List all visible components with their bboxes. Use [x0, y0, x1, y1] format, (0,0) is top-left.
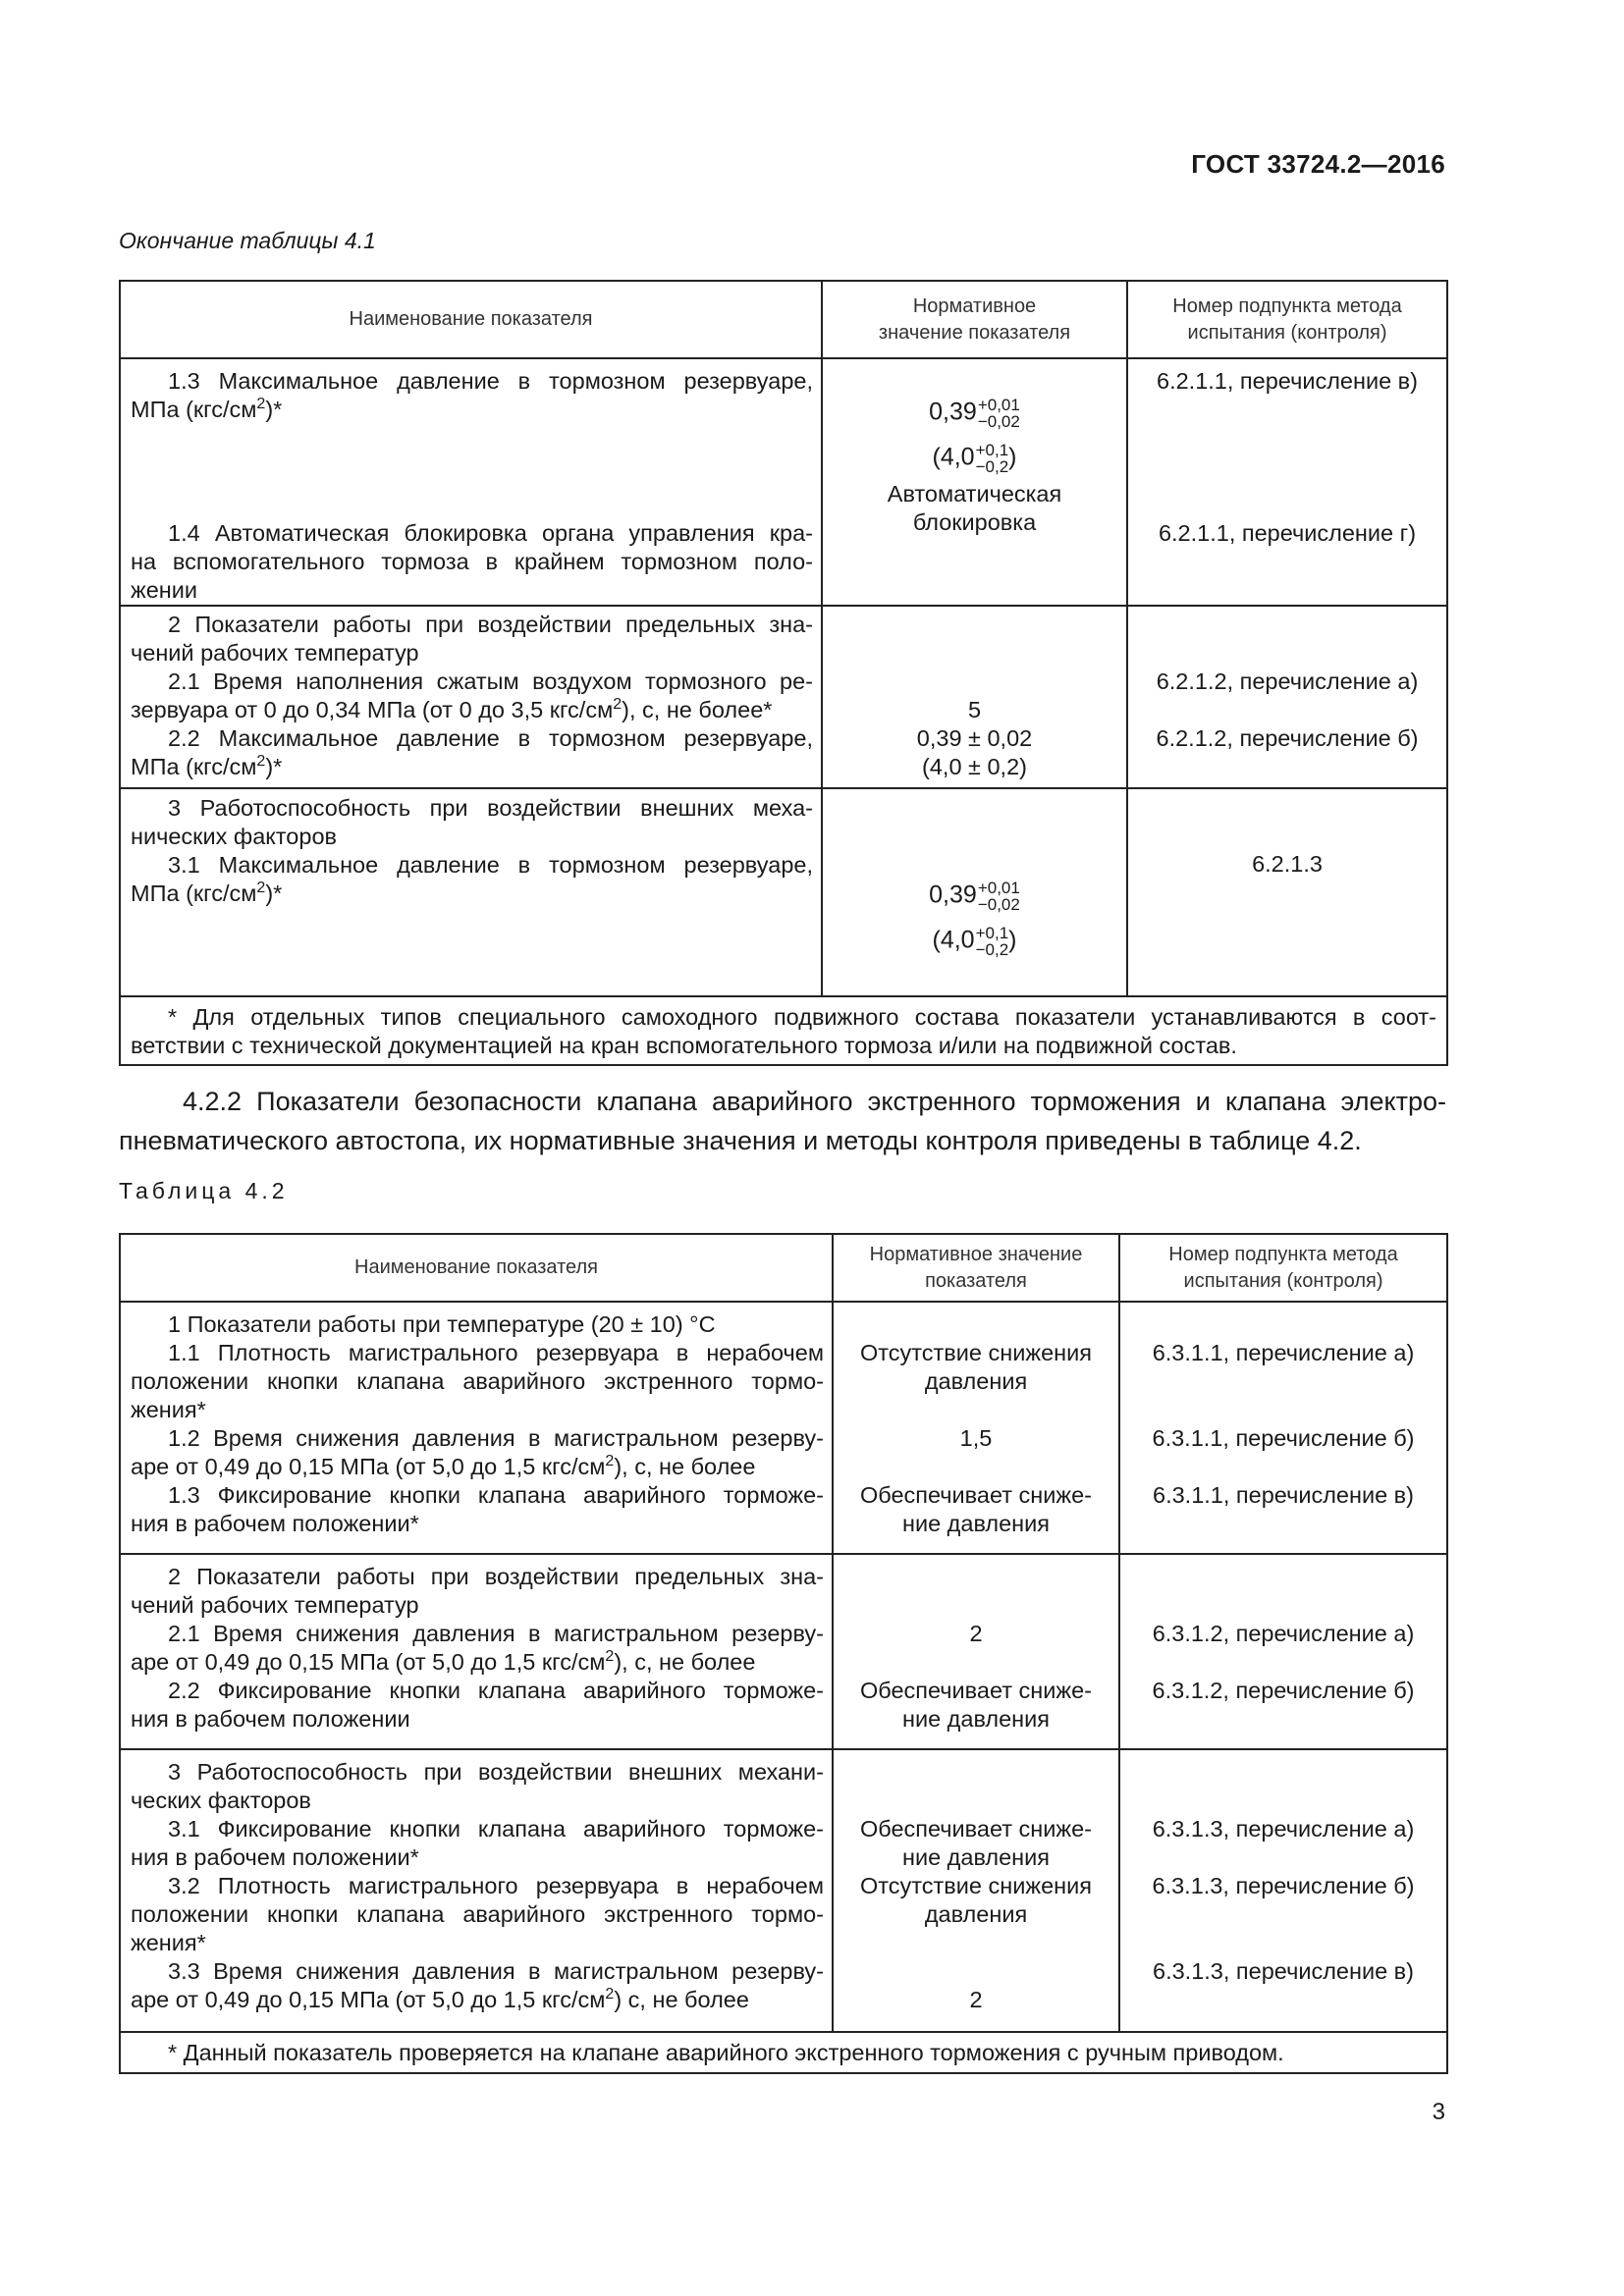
- group-1-title: 1 Показатели работы при температуре (20 ± 10) °С: [168, 1311, 716, 1337]
- ref-text: 6.2.1.1, перечисление г): [1158, 520, 1417, 546]
- row-ref-cell: [1127, 358, 1447, 606]
- item-2-2-line: МПа $(кгс/см^2)*$: [131, 753, 283, 779]
- item-3-1-line: ния в рабочем положении*: [131, 1844, 419, 1870]
- table-row: [120, 788, 1447, 996]
- item-1-2-line: 1.2 Время снижения давления в магистральном резерву-: [168, 1425, 824, 1451]
- ref-text: 6.2.1.2, перечисление б): [1156, 725, 1419, 751]
- item-3-2-line: жения*: [131, 1930, 206, 1955]
- item-3-3-line: 3.3 Время снижения давления в магистральном резерву-: [168, 1958, 824, 1984]
- header-norm: Нормативное значение показателя: [833, 1234, 1119, 1302]
- value-text: 5: [967, 697, 982, 722]
- table-note: [120, 996, 1447, 1065]
- item-2-1-line: аре от 0,49 до 0,15 МПа (от 5,0 до 1,5 кгс/$см^2$), с, не более: [131, 1648, 756, 1675]
- header-norm: Нормативное значение показателя: [822, 281, 1127, 358]
- paragraph-line: пневматического автостопа, их нормативные значения и методы контроля приведены в таблице 4.2.: [119, 1126, 1362, 1155]
- item-1-4-line: жении: [131, 577, 198, 603]
- item-3-1-line: 3.1 Фиксирование кнопки клапана аварийного торможе-: [168, 1816, 824, 1842]
- table-row: [120, 1554, 1447, 1749]
- ref-text: 6.3.1.1, перечисление а): [1152, 1340, 1415, 1365]
- row-ref-cell: [1119, 1749, 1447, 2032]
- row-value-cell: [822, 358, 1127, 606]
- item-2-2-line: 2.2 Фиксирование кнопки клапана аварийного торможе-: [168, 1678, 824, 1703]
- table-4-1: [119, 280, 1448, 1066]
- table-4-2-caption: Таблица 4.2: [119, 1178, 289, 1203]
- page-number: 3: [1432, 2099, 1445, 2125]
- standard-header: ГОСТ 33724.2—2016: [1191, 149, 1445, 179]
- group-2-title-line: 2 Показатели работы при воздействии предельных зна-: [168, 612, 813, 637]
- item-1-3-line: 1.3 Фиксирование кнопки клапана аварийного торможе-: [168, 1482, 824, 1508]
- value-text: Обеспечивает сниже-: [859, 1816, 1093, 1842]
- value-with-tolerance: 0,39 +0,01 −0,02: [929, 396, 1020, 431]
- row-name-cell: [120, 1554, 833, 1749]
- header-ref: Номер подпункта метода испытания (контроля): [1119, 1234, 1447, 1302]
- value-text: давления: [924, 1368, 1028, 1394]
- item-2-2-line: ния в рабочем положении: [131, 1706, 410, 1732]
- item-2-1-line: 2.1 Время наполнения сжатым воздухом тормозного ре-: [168, 668, 813, 694]
- value-text: блокировка: [912, 509, 1037, 535]
- ref-text: 6.3.1.1, перечисление в): [1153, 1482, 1414, 1508]
- item-1-4-line: 1.4 Автоматическая блокировка органа управления кра-: [168, 520, 813, 546]
- item-1-1-line: жения*: [131, 1397, 206, 1422]
- item-3-2-line: положении кнопки клапана аварийного экстренного тормо-: [131, 1901, 824, 1927]
- value-with-tolerance: (4,0 +0,1 −0,2 ): [932, 441, 1017, 476]
- value-with-tolerance: (4,0 +0,1 −0,2 ): [932, 924, 1017, 959]
- row-name-cell: [120, 788, 822, 996]
- value-text: Обеспечивает сниже-: [859, 1482, 1093, 1508]
- ref-text: 6.2.1.2, перечисление а): [1156, 668, 1419, 694]
- table-row: [120, 1749, 1447, 2032]
- header-ref: Номер подпункта метода испытания (контроля): [1127, 281, 1447, 358]
- item-3-1-line: МПа $(кгс/см^2)*$: [131, 880, 283, 906]
- table-4-1-caption: Окончание таблицы 4.1: [119, 228, 376, 253]
- ref-text: 6.3.1.3, перечисление в): [1153, 1958, 1414, 1984]
- ref-text: 6.2.1.1, перечисление в): [1157, 368, 1418, 394]
- value-text: 0,39 ± 0,02: [916, 725, 1033, 751]
- row-value-cell: [833, 1302, 1119, 1554]
- table-note: [120, 2032, 1447, 2073]
- group-2-title-line: 2 Показатели работы при воздействии предельных зна-: [168, 1564, 824, 1589]
- note-line: * Для отдельных типов специального самоходного подвижного состава показатели устанавливаются в соот-: [168, 1004, 1436, 1030]
- table-4-2-note-row: [120, 2032, 1447, 2073]
- row-ref-cell: [1127, 788, 1447, 996]
- item-1-1-line: 1.1 Плотность магистрального резервуара в нерабочем: [168, 1340, 824, 1365]
- row-ref-cell: [1119, 1554, 1447, 1749]
- group-3-title-line: нических факторов: [131, 824, 337, 849]
- row-value-cell: [822, 606, 1127, 788]
- row-name-cell: [120, 606, 822, 788]
- value-text: 2: [969, 1621, 983, 1646]
- item-1-3-line: ния в рабочем положении*: [131, 1511, 419, 1536]
- value-text: ние давления: [901, 1511, 1051, 1536]
- group-3-title-line: 3 Работоспособность при воздействии внешних меха-: [168, 795, 813, 821]
- ref-text: 6.3.1.2, перечисление б): [1152, 1678, 1415, 1703]
- value-text: 2: [969, 1987, 983, 2012]
- ref-text: 6.3.1.3, перечисление б): [1152, 1873, 1415, 1898]
- value-text: Автоматическая: [887, 481, 1062, 507]
- row-value-cell: [833, 1554, 1119, 1749]
- ref-text: 6.3.1.2, перечисление а): [1152, 1621, 1415, 1646]
- value-text: Отсутствие снижения: [860, 1873, 1092, 1898]
- item-3-3-line: аре от 0,49 до 0,15 МПа (от 5,0 до 1,5 кгс/$см^2$) с, не более: [131, 1986, 749, 2012]
- header-name: Наименование показателя: [120, 1234, 833, 1302]
- item-1-4-line: на вспомогательного тормоза в крайнем тормозном поло-: [131, 549, 813, 574]
- table-4-2-header-row: [120, 1234, 1447, 1302]
- value-text: Обеспечивает сниже-: [859, 1678, 1093, 1703]
- paragraph-line: 4.2.2 Показатели безопасности клапана аварийного экстренного торможения и клапана электро-: [183, 1087, 1446, 1116]
- value-text: ние давления: [901, 1706, 1051, 1732]
- value-text: Отсутствие снижения: [860, 1340, 1092, 1365]
- row-ref-cell: [1127, 606, 1447, 788]
- item-3-1-line: 3.1 Максимальное давление в тормозном резервуаре,: [168, 852, 813, 878]
- row-value-cell: [833, 1749, 1119, 2032]
- group-2-title-line: чений рабочих температур: [131, 1592, 419, 1618]
- ref-text: 6.3.1.3, перечисление а): [1152, 1816, 1415, 1842]
- value-text: (4,0 ± 0,2): [922, 754, 1027, 779]
- value-text: 1,5: [959, 1425, 993, 1451]
- group-3-title-line: ческих факторов: [131, 1788, 311, 1813]
- table-row: [120, 606, 1447, 788]
- group-2-title-line: чений рабочих температур: [131, 640, 419, 666]
- paragraph-4-2-2: [119, 1082, 1446, 1160]
- row-name-cell: [120, 358, 822, 606]
- row-name-cell: [120, 1302, 833, 1554]
- item-1-2-line: аре от 0,49 до 0,15 МПа (от 5,0 до 1,5 кгс/$см^2$), с, не более: [131, 1453, 756, 1479]
- item-1-1-line: положении кнопки клапана аварийного экстренного тормо-: [131, 1368, 824, 1394]
- item-1-3-line: МПа $(кгс/см^2)*$: [131, 396, 283, 422]
- item-2-2-line: 2.2 Максимальное давление в тормозном резервуаре,: [168, 725, 813, 751]
- group-3-title-line: 3 Работоспособность при воздействии внешних механи-: [168, 1759, 824, 1785]
- item-2-1-line: 2.1 Время снижения давления в магистральном резерву-: [168, 1621, 824, 1646]
- table-row: [120, 1302, 1447, 1554]
- ref-text: 6.3.1.1, перечисление б): [1152, 1425, 1415, 1451]
- table-4-1-header-row: [120, 281, 1447, 358]
- ref-text: 6.2.1.3: [1252, 851, 1323, 877]
- value-with-tolerance: 0,39 +0,01 −0,02: [929, 879, 1020, 914]
- value-text: ние давления: [901, 1844, 1051, 1870]
- table-4-1-note-row: [120, 996, 1447, 1065]
- table-4-2: [119, 1233, 1448, 2074]
- row-ref-cell: [1119, 1302, 1447, 1554]
- row-name-cell: [120, 1749, 833, 2032]
- note-line: * Данный показатель проверяется на клапане аварийного экстренного торможения с ручным приводом.: [168, 2040, 1284, 2065]
- header-name: Наименование показателя: [120, 281, 822, 358]
- item-3-2-line: 3.2 Плотность магистрального резервуара в нерабочем: [168, 1873, 824, 1898]
- note-line: ветствии с технической документацией на кран вспомогательного тормоза и/или на подвижной состав.: [131, 1033, 1237, 1058]
- item-1-3-line: 1.3 Максимальное давление в тормозном резервуаре,: [168, 368, 813, 394]
- value-text: давления: [924, 1901, 1028, 1927]
- table-row: [120, 358, 1447, 606]
- item-2-1-line: зервуара от 0 до 0,34 МПа (от 0 до 3,5 кгс/$см^2$), с, не более*: [131, 696, 773, 722]
- row-value-cell: [822, 788, 1127, 996]
